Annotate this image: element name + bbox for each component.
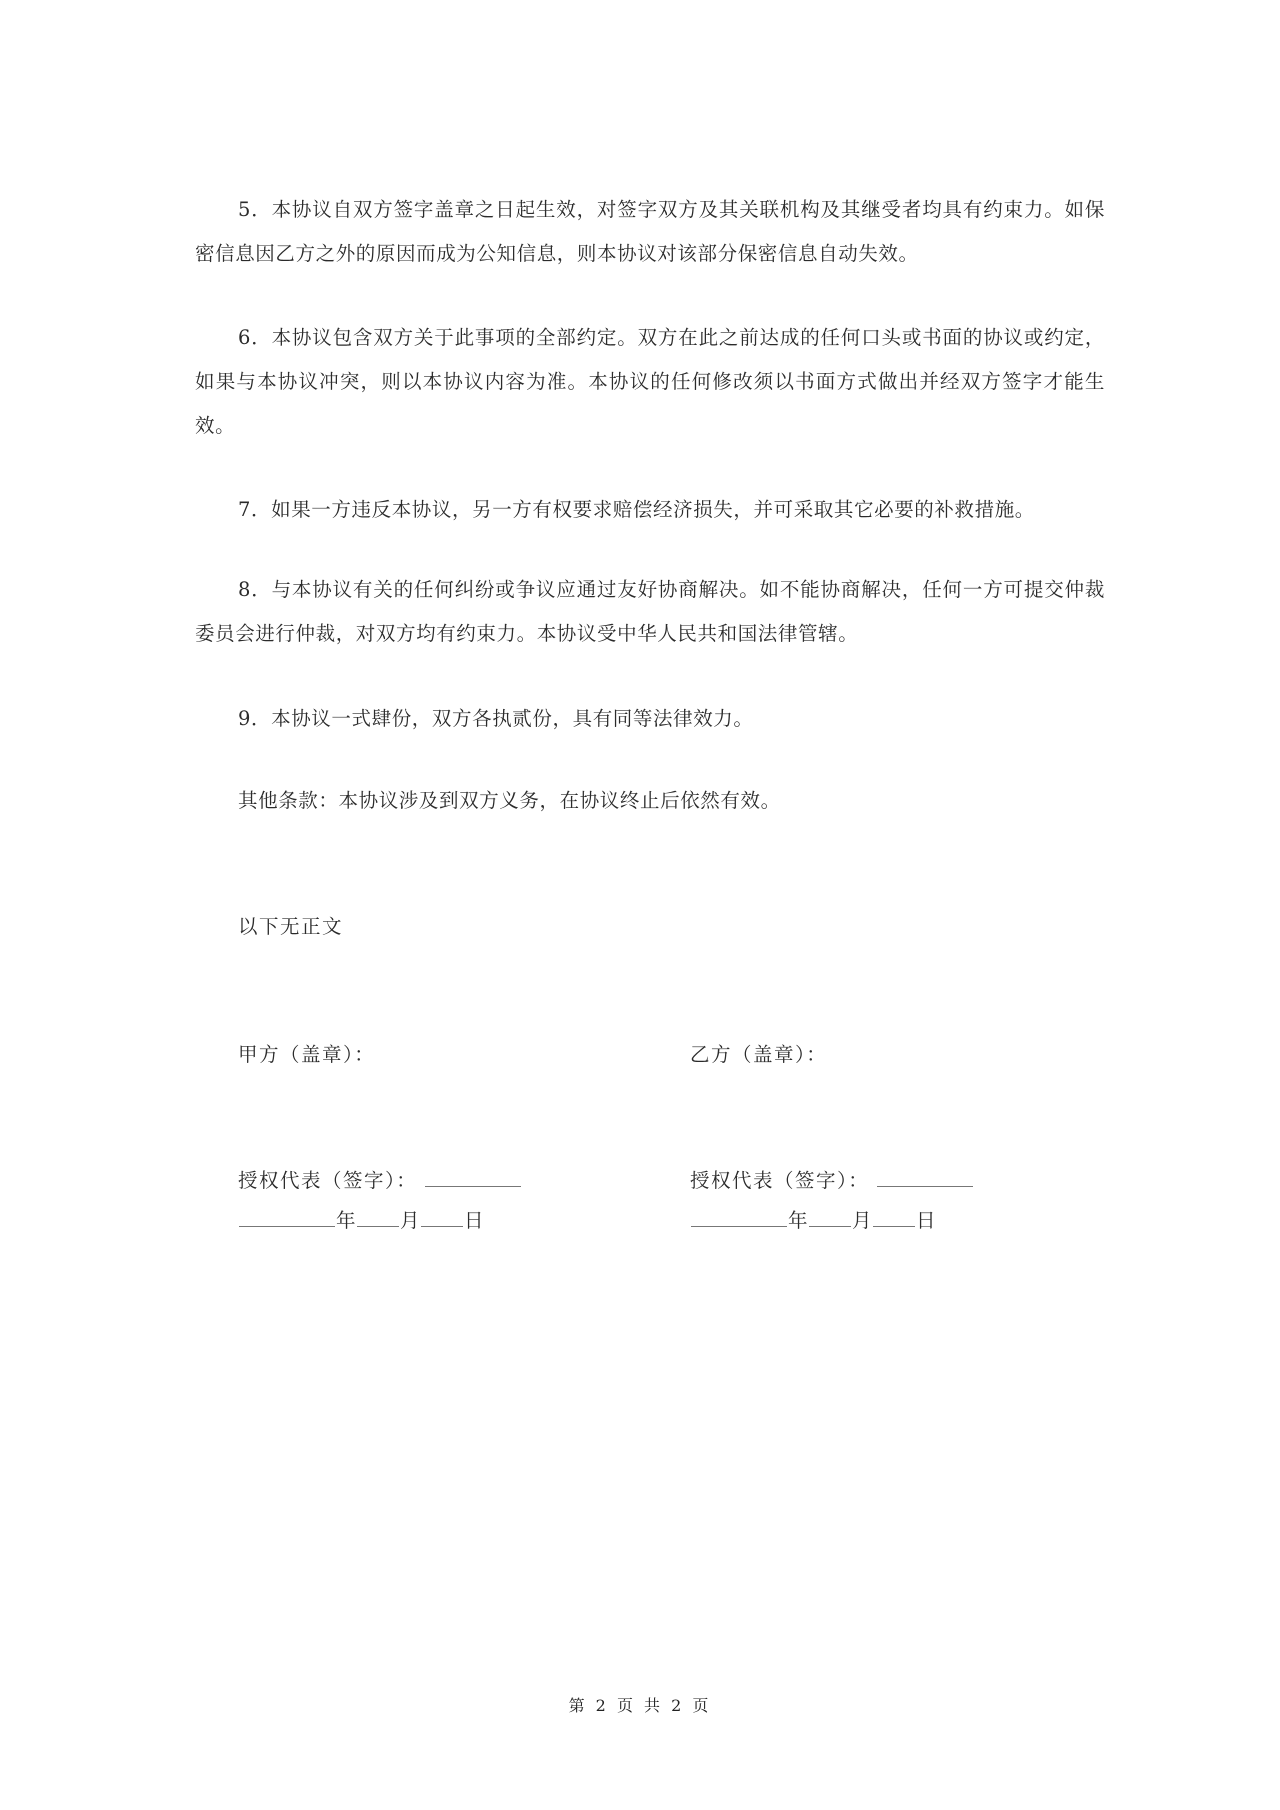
party-a-signature-field[interactable] (425, 1186, 521, 1187)
party-a-seal-label: 甲方（盖章）： (238, 1043, 376, 1066)
party-b-month-field[interactable] (809, 1226, 851, 1227)
party-a-month-field[interactable] (357, 1226, 399, 1227)
clause-7: 7．如果一方违反本协议，另一方有权要求赔偿经济损失，并可采取其它必要的补救措施。 (238, 498, 1035, 521)
party-a-year-label: 年 (336, 1209, 357, 1232)
party-b-signature-field[interactable] (877, 1186, 973, 1187)
clause-9: 9．本协议一式肆份，双方各执贰份，具有同等法律效力。 (238, 707, 754, 730)
party-b-seal-label: 乙方（盖章）： (690, 1043, 828, 1066)
party-a-year-field[interactable] (239, 1226, 335, 1227)
party-b-rep-label: 授权代表（签字）： (690, 1169, 870, 1192)
party-b-month-label: 月 (852, 1209, 873, 1232)
clause-8: 8．与本协议有关的任何纠纷或争议应通过友好协商解决。如不能协商解决，任何一方可提交仲裁委员会进行仲裁，对双方均有约束力。本协议受中华人民共和国法律管辖。 (195, 578, 1105, 645)
party-b-year-field[interactable] (691, 1226, 787, 1227)
party-a-day-label: 日 (464, 1209, 485, 1232)
clause-5: 5．本协议自双方签字盖章之日起生效，对签字双方及其关联机构及其继受者均具有约束力。如保密信息因乙方之外的原因而成为公知信息，则本协议对该部分保密信息自动失效。 (195, 198, 1105, 265)
party-b-day-field[interactable] (873, 1226, 915, 1227)
party-a-day-field[interactable] (421, 1226, 463, 1227)
party-a-month-label: 月 (400, 1209, 421, 1232)
other-terms: 其他条款：本协议涉及到双方义务，在协议终止后依然有效。 (238, 789, 781, 812)
party-b-rep-line (690, 1166, 974, 1196)
party-a-date-line (238, 1206, 484, 1236)
end-note: 以下无正文 (238, 915, 344, 938)
party-b-year-label: 年 (788, 1209, 809, 1232)
clause-6: 6．本协议包含双方关于此事项的全部约定。双方在此之前达成的任何口头或书面的协议或约定，如果与本协议冲突，则以本协议内容为准。本协议的任何修改须以书面方式做出并经双方签字才能生效。 (195, 326, 1105, 437)
party-a-rep-label: 授权代表（签字）： (238, 1169, 418, 1192)
party-a-rep-line (238, 1166, 522, 1196)
page-indicator: 第 2 页 共 2 页 (568, 1696, 712, 1715)
party-b-day-label: 日 (916, 1209, 937, 1232)
party-b-date-line (690, 1206, 936, 1236)
